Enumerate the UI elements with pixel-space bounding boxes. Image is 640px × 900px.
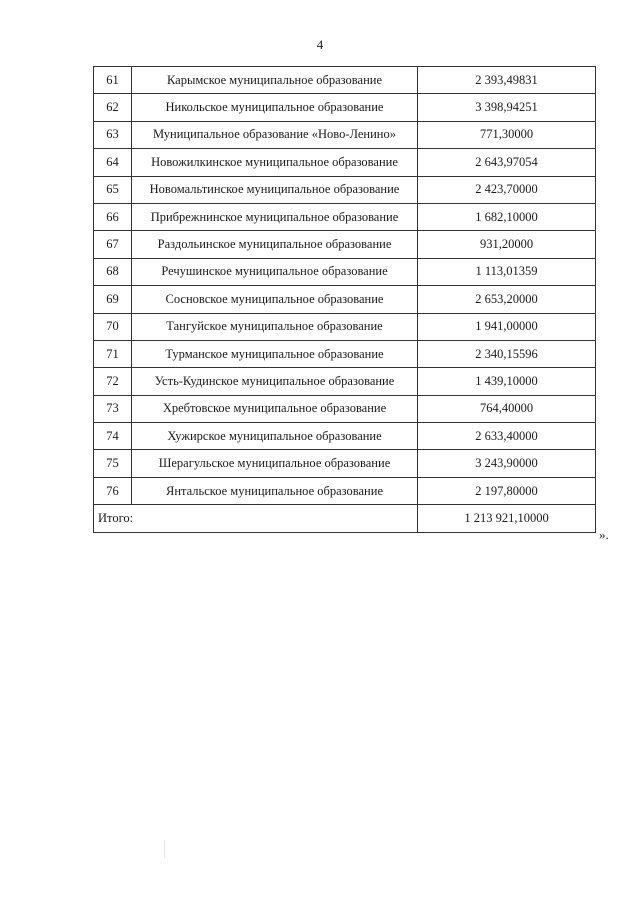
- row-number: 76: [94, 477, 132, 504]
- allocation-value: 931,20000: [418, 231, 596, 258]
- allocation-value: 2 197,80000: [418, 477, 596, 504]
- allocation-value: 1 439,10000: [418, 368, 596, 395]
- allocation-value: 3 398,94251: [418, 94, 596, 121]
- allocation-value: 2 633,40000: [418, 423, 596, 450]
- table-row: [94, 340, 596, 367]
- table-row: [94, 423, 596, 450]
- table-row: [94, 176, 596, 203]
- table-row: [94, 368, 596, 395]
- total-row: [94, 505, 596, 532]
- municipality-name: Тангуйское муниципальное образование: [132, 313, 418, 340]
- allocation-value: 2 423,70000: [418, 176, 596, 203]
- table-row: [94, 395, 596, 422]
- row-number: 68: [94, 258, 132, 285]
- municipality-name: Раздольинское муниципальное образование: [132, 231, 418, 258]
- row-number: 62: [94, 94, 132, 121]
- allocation-value: 771,30000: [418, 121, 596, 148]
- municipality-name: Усть-Кудинское муниципальное образование: [132, 368, 418, 395]
- budget-allocation-table: [93, 66, 596, 533]
- table-row: [94, 286, 596, 313]
- row-number: 65: [94, 176, 132, 203]
- allocation-value: 2 393,49831: [418, 67, 596, 94]
- table-row: [94, 121, 596, 148]
- allocation-value: 2 340,15596: [418, 340, 596, 367]
- allocation-value: 1 113,01359: [418, 258, 596, 285]
- table-row: [94, 477, 596, 504]
- municipality-name: Янтальское муниципальное образование: [132, 477, 418, 504]
- closing-quote-mark: ».: [599, 527, 609, 542]
- row-number: 70: [94, 313, 132, 340]
- table-row: [94, 149, 596, 176]
- municipality-name: Новомальтинское муниципальное образование: [132, 176, 418, 203]
- municipality-name: Никольское муниципальное образование: [132, 94, 418, 121]
- municipality-name: Шерагульское муниципальное образование: [132, 450, 418, 477]
- allocation-value: 764,40000: [418, 395, 596, 422]
- table-row: [94, 94, 596, 121]
- row-number: 73: [94, 395, 132, 422]
- allocation-value: 1 682,10000: [418, 203, 596, 230]
- municipality-name: Сосновское муниципальное образование: [132, 286, 418, 313]
- allocation-value: 1 941,00000: [418, 313, 596, 340]
- municipality-name: Хужирское муниципальное образование: [132, 423, 418, 450]
- row-number: 71: [94, 340, 132, 367]
- allocation-value: 2 653,20000: [418, 286, 596, 313]
- row-number: 75: [94, 450, 132, 477]
- total-value: 1 213 921,10000: [418, 505, 596, 532]
- row-number: 67: [94, 231, 132, 258]
- table-body: [94, 67, 596, 533]
- allocation-value: 2 643,97054: [418, 149, 596, 176]
- row-number: 72: [94, 368, 132, 395]
- table-row: [94, 313, 596, 340]
- row-number: 61: [94, 67, 132, 94]
- total-label: Итого:: [94, 505, 418, 532]
- table-row: [94, 67, 596, 94]
- municipality-name: Прибрежнинское муниципальное образование: [132, 203, 418, 230]
- row-number: 64: [94, 149, 132, 176]
- table-row: [94, 450, 596, 477]
- row-number: 66: [94, 203, 132, 230]
- row-number: 69: [94, 286, 132, 313]
- municipality-name: Муниципальное образование «Ново-Ленино»: [132, 121, 418, 148]
- table-row: [94, 231, 596, 258]
- municipality-name: Речушинское муниципальное образование: [132, 258, 418, 285]
- municipality-name: Турманское муниципальное образование: [132, 340, 418, 367]
- municipality-name: Новожилкинское муниципальное образование: [132, 149, 418, 176]
- municipality-name: Карымское муниципальное образование: [132, 67, 418, 94]
- row-number: 74: [94, 423, 132, 450]
- scan-mark-icon: [164, 840, 165, 858]
- row-number: 63: [94, 121, 132, 148]
- table-row: [94, 203, 596, 230]
- municipality-name: Хребтовское муниципальное образование: [132, 395, 418, 422]
- table-row: [94, 258, 596, 285]
- page-number: 4: [316, 37, 324, 52]
- allocation-value: 3 243,90000: [418, 450, 596, 477]
